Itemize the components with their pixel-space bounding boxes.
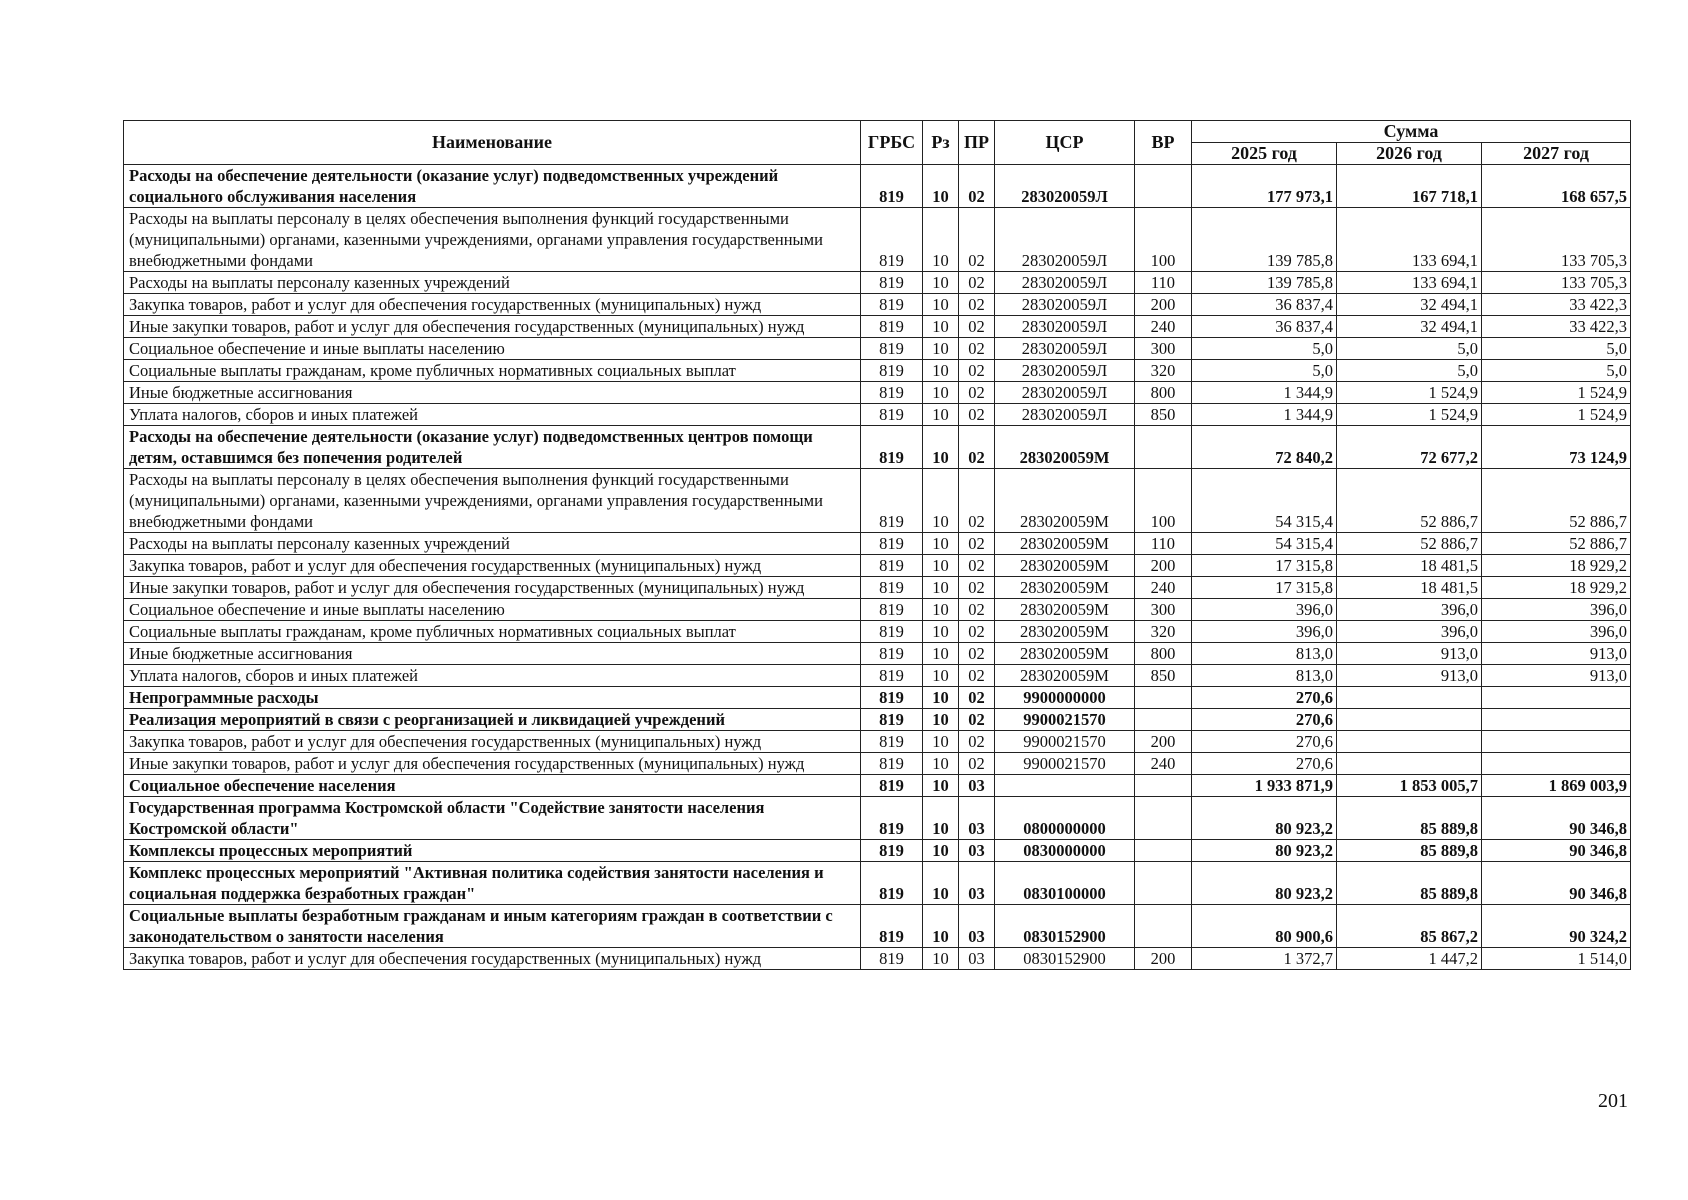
- cell-2026: 1 524,9: [1337, 382, 1482, 404]
- cell-rz: 10: [923, 621, 959, 643]
- cell-name: Иные закупки товаров, работ и услуг для обеспечения государственных (муниципальных) нужд: [124, 753, 861, 775]
- cell-2025: 54 315,4: [1192, 469, 1337, 533]
- cell-grbs: 819: [861, 469, 923, 533]
- cell-2025: 36 837,4: [1192, 294, 1337, 316]
- cell-pr: 02: [959, 294, 995, 316]
- cell-2025: 270,6: [1192, 709, 1337, 731]
- cell-pr: 03: [959, 948, 995, 970]
- cell-rz: 10: [923, 665, 959, 687]
- cell-2025: 5,0: [1192, 338, 1337, 360]
- cell-csr: 0830000000: [995, 840, 1135, 862]
- cell-2026: 133 694,1: [1337, 208, 1482, 272]
- cell-vr: 300: [1135, 599, 1192, 621]
- cell-vr: [1135, 840, 1192, 862]
- cell-csr: 283020059М: [995, 599, 1135, 621]
- cell-2025: 80 923,2: [1192, 840, 1337, 862]
- cell-csr: 283020059Л: [995, 382, 1135, 404]
- table-row: [124, 643, 1631, 665]
- cell-vr: 200: [1135, 555, 1192, 577]
- cell-csr: 9900021570: [995, 731, 1135, 753]
- header-vr: ВР: [1135, 121, 1192, 165]
- cell-2026: 167 718,1: [1337, 165, 1482, 208]
- cell-2026: 5,0: [1337, 338, 1482, 360]
- table-row: [124, 469, 1631, 533]
- header-2026: 2026 год: [1337, 143, 1482, 165]
- header-sum: Сумма: [1192, 121, 1631, 143]
- cell-2025: 80 900,6: [1192, 905, 1337, 948]
- cell-2026: 72 677,2: [1337, 426, 1482, 469]
- cell-2026: 1 853 005,7: [1337, 775, 1482, 797]
- cell-grbs: 819: [861, 862, 923, 905]
- cell-name: Уплата налогов, сборов и иных платежей: [124, 665, 861, 687]
- cell-2027: [1482, 687, 1631, 709]
- cell-2026: 85 889,8: [1337, 862, 1482, 905]
- table-row: [124, 272, 1631, 294]
- cell-2025: 270,6: [1192, 731, 1337, 753]
- cell-name: Непрограммные расходы: [124, 687, 861, 709]
- cell-2027: 52 886,7: [1482, 469, 1631, 533]
- cell-grbs: 819: [861, 208, 923, 272]
- cell-2027: 1 524,9: [1482, 382, 1631, 404]
- cell-pr: 02: [959, 382, 995, 404]
- table-row: [124, 687, 1631, 709]
- table-row: [124, 426, 1631, 469]
- cell-rz: 10: [923, 360, 959, 382]
- cell-2025: 396,0: [1192, 599, 1337, 621]
- cell-2025: 1 344,9: [1192, 404, 1337, 426]
- cell-csr: 283020059Л: [995, 165, 1135, 208]
- cell-csr: 283020059М: [995, 665, 1135, 687]
- table-row: [124, 862, 1631, 905]
- cell-vr: 240: [1135, 753, 1192, 775]
- cell-rz: 10: [923, 643, 959, 665]
- cell-name: Расходы на выплаты персоналу казенных учреждений: [124, 533, 861, 555]
- table-row: [124, 905, 1631, 948]
- cell-csr: 283020059Л: [995, 272, 1135, 294]
- cell-2026: 396,0: [1337, 599, 1482, 621]
- table-row: [124, 709, 1631, 731]
- table-row: [124, 775, 1631, 797]
- cell-grbs: 819: [861, 533, 923, 555]
- cell-csr: 283020059М: [995, 577, 1135, 599]
- cell-2026: 396,0: [1337, 621, 1482, 643]
- cell-2027: 1 514,0: [1482, 948, 1631, 970]
- cell-2027: 18 929,2: [1482, 555, 1631, 577]
- cell-vr: 240: [1135, 316, 1192, 338]
- cell-2026: 1 524,9: [1337, 404, 1482, 426]
- cell-grbs: 819: [861, 360, 923, 382]
- cell-pr: 02: [959, 731, 995, 753]
- cell-2026: 85 867,2: [1337, 905, 1482, 948]
- cell-csr: 283020059Л: [995, 404, 1135, 426]
- cell-grbs: 819: [861, 382, 923, 404]
- cell-vr: [1135, 687, 1192, 709]
- cell-rz: 10: [923, 294, 959, 316]
- cell-name: Социальное обеспечение и иные выплаты населению: [124, 338, 861, 360]
- cell-grbs: 819: [861, 404, 923, 426]
- cell-2025: 139 785,8: [1192, 208, 1337, 272]
- cell-rz: 10: [923, 208, 959, 272]
- cell-2027: 90 346,8: [1482, 797, 1631, 840]
- cell-csr: 0830152900: [995, 905, 1135, 948]
- table-row: [124, 360, 1631, 382]
- cell-2026: 52 886,7: [1337, 469, 1482, 533]
- cell-2027: 18 929,2: [1482, 577, 1631, 599]
- cell-csr: 9900021570: [995, 709, 1135, 731]
- cell-name: Расходы на выплаты персоналу казенных учреждений: [124, 272, 861, 294]
- cell-vr: 240: [1135, 577, 1192, 599]
- cell-name: Социальные выплаты безработным гражданам и иным категориям граждан в соответствии с законодательством о занятости населения: [124, 905, 861, 948]
- cell-pr: 03: [959, 775, 995, 797]
- cell-pr: 02: [959, 621, 995, 643]
- cell-pr: 02: [959, 665, 995, 687]
- cell-csr: 283020059М: [995, 555, 1135, 577]
- cell-name: Закупка товаров, работ и услуг для обеспечения государственных (муниципальных) нужд: [124, 948, 861, 970]
- table-row: [124, 165, 1631, 208]
- header-2025: 2025 год: [1192, 143, 1337, 165]
- cell-grbs: 819: [861, 272, 923, 294]
- table-row: [124, 294, 1631, 316]
- cell-grbs: 819: [861, 753, 923, 775]
- cell-grbs: 819: [861, 555, 923, 577]
- table-body: [124, 165, 1631, 970]
- cell-rz: 10: [923, 599, 959, 621]
- cell-2027: 52 886,7: [1482, 533, 1631, 555]
- cell-rz: 10: [923, 555, 959, 577]
- cell-grbs: 819: [861, 731, 923, 753]
- cell-grbs: 819: [861, 709, 923, 731]
- cell-2027: 5,0: [1482, 360, 1631, 382]
- cell-rz: 10: [923, 577, 959, 599]
- cell-pr: 02: [959, 709, 995, 731]
- page-number: 201: [1598, 1090, 1628, 1112]
- cell-2027: 133 705,3: [1482, 272, 1631, 294]
- cell-2027: 5,0: [1482, 338, 1631, 360]
- cell-rz: 10: [923, 905, 959, 948]
- cell-pr: 02: [959, 599, 995, 621]
- cell-rz: 10: [923, 753, 959, 775]
- cell-2027: 73 124,9: [1482, 426, 1631, 469]
- cell-2025: 80 923,2: [1192, 862, 1337, 905]
- cell-vr: 800: [1135, 382, 1192, 404]
- cell-name: Уплата налогов, сборов и иных платежей: [124, 404, 861, 426]
- cell-2027: 90 346,8: [1482, 840, 1631, 862]
- cell-grbs: 819: [861, 948, 923, 970]
- cell-vr: 110: [1135, 272, 1192, 294]
- cell-csr: 9900021570: [995, 753, 1135, 775]
- cell-pr: 02: [959, 577, 995, 599]
- cell-grbs: 819: [861, 316, 923, 338]
- cell-2025: 813,0: [1192, 643, 1337, 665]
- cell-rz: 10: [923, 316, 959, 338]
- cell-2026: 913,0: [1337, 665, 1482, 687]
- table-row: [124, 338, 1631, 360]
- cell-grbs: 819: [861, 426, 923, 469]
- cell-vr: 110: [1135, 533, 1192, 555]
- cell-name: Иные бюджетные ассигнования: [124, 382, 861, 404]
- cell-2026: 18 481,5: [1337, 555, 1482, 577]
- budget-table: [123, 120, 1631, 970]
- cell-pr: 02: [959, 469, 995, 533]
- cell-csr: 283020059Л: [995, 338, 1135, 360]
- header-csr: ЦСР: [995, 121, 1135, 165]
- cell-2025: 139 785,8: [1192, 272, 1337, 294]
- table-row: [124, 599, 1631, 621]
- cell-pr: 02: [959, 426, 995, 469]
- cell-2026: [1337, 709, 1482, 731]
- cell-csr: 0800000000: [995, 797, 1135, 840]
- cell-csr: 283020059Л: [995, 316, 1135, 338]
- cell-vr: [1135, 905, 1192, 948]
- cell-pr: 03: [959, 797, 995, 840]
- cell-vr: 850: [1135, 404, 1192, 426]
- header-rz: Рз: [923, 121, 959, 165]
- cell-2025: 813,0: [1192, 665, 1337, 687]
- table-row: [124, 665, 1631, 687]
- cell-grbs: 819: [861, 665, 923, 687]
- cell-2025: 396,0: [1192, 621, 1337, 643]
- cell-rz: 10: [923, 426, 959, 469]
- cell-2025: 54 315,4: [1192, 533, 1337, 555]
- cell-csr: 283020059Л: [995, 294, 1135, 316]
- cell-grbs: 819: [861, 840, 923, 862]
- cell-name: Закупка товаров, работ и услуг для обеспечения государственных (муниципальных) нужд: [124, 731, 861, 753]
- table-row: [124, 731, 1631, 753]
- table-row: [124, 208, 1631, 272]
- cell-vr: 200: [1135, 948, 1192, 970]
- cell-vr: [1135, 775, 1192, 797]
- table-row: [124, 621, 1631, 643]
- cell-name: Иные бюджетные ассигнования: [124, 643, 861, 665]
- cell-name: Социальные выплаты гражданам, кроме публичных нормативных социальных выплат: [124, 360, 861, 382]
- cell-name: Расходы на обеспечение деятельности (оказание услуг) подведомственных учреждений социального обслуживания населения: [124, 165, 861, 208]
- cell-rz: 10: [923, 797, 959, 840]
- cell-csr: 283020059М: [995, 621, 1135, 643]
- table-row: [124, 533, 1631, 555]
- cell-csr: [995, 775, 1135, 797]
- cell-name: Расходы на выплаты персоналу в целях обеспечения выполнения функций государственными (муниципальными) органами, казенными учреждениями, органами управления государственными внебюджетными фондами: [124, 208, 861, 272]
- cell-2027: 1 524,9: [1482, 404, 1631, 426]
- table-row: [124, 797, 1631, 840]
- cell-2025: 1 372,7: [1192, 948, 1337, 970]
- cell-grbs: 819: [861, 775, 923, 797]
- cell-pr: 03: [959, 905, 995, 948]
- cell-csr: 283020059М: [995, 643, 1135, 665]
- cell-rz: 10: [923, 382, 959, 404]
- cell-pr: 02: [959, 643, 995, 665]
- cell-2025: 17 315,8: [1192, 577, 1337, 599]
- cell-2025: 270,6: [1192, 753, 1337, 775]
- cell-pr: 02: [959, 338, 995, 360]
- cell-name: Иные закупки товаров, работ и услуг для обеспечения государственных (муниципальных) нужд: [124, 316, 861, 338]
- cell-vr: [1135, 709, 1192, 731]
- cell-rz: 10: [923, 687, 959, 709]
- cell-name: Расходы на выплаты персоналу в целях обеспечения выполнения функций государственными (муниципальными) органами, казенными учреждениями, органами управления государственными внебюджетными фондами: [124, 469, 861, 533]
- cell-name: Закупка товаров, работ и услуг для обеспечения государственных (муниципальных) нужд: [124, 555, 861, 577]
- cell-name: Расходы на обеспечение деятельности (оказание услуг) подведомственных центров помощи детям, оставшимся без попечения родителей: [124, 426, 861, 469]
- cell-2027: 90 324,2: [1482, 905, 1631, 948]
- cell-pr: 02: [959, 404, 995, 426]
- cell-2027: 33 422,3: [1482, 294, 1631, 316]
- cell-vr: [1135, 797, 1192, 840]
- cell-2027: 133 705,3: [1482, 208, 1631, 272]
- cell-rz: 10: [923, 709, 959, 731]
- cell-name: Комплексы процессных мероприятий: [124, 840, 861, 862]
- header-pr: ПР: [959, 121, 995, 165]
- cell-rz: 10: [923, 272, 959, 294]
- cell-2026: 133 694,1: [1337, 272, 1482, 294]
- cell-2025: 177 973,1: [1192, 165, 1337, 208]
- cell-vr: 200: [1135, 731, 1192, 753]
- table-row: [124, 316, 1631, 338]
- cell-2026: 32 494,1: [1337, 316, 1482, 338]
- cell-csr: 283020059М: [995, 469, 1135, 533]
- cell-2027: 396,0: [1482, 621, 1631, 643]
- cell-2027: [1482, 753, 1631, 775]
- header-name: Наименование: [124, 121, 861, 165]
- cell-2025: 5,0: [1192, 360, 1337, 382]
- cell-csr: 0830152900: [995, 948, 1135, 970]
- cell-vr: 320: [1135, 360, 1192, 382]
- table-row: [124, 404, 1631, 426]
- header-grbs: ГРБС: [861, 121, 923, 165]
- cell-2026: [1337, 687, 1482, 709]
- cell-2025: 17 315,8: [1192, 555, 1337, 577]
- cell-grbs: 819: [861, 797, 923, 840]
- cell-vr: [1135, 165, 1192, 208]
- cell-grbs: 819: [861, 621, 923, 643]
- header-2027: 2027 год: [1482, 143, 1631, 165]
- cell-rz: 10: [923, 731, 959, 753]
- cell-name: Государственная программа Костромской области "Содействие занятости населения Костромской области": [124, 797, 861, 840]
- cell-vr: 200: [1135, 294, 1192, 316]
- cell-2026: 52 886,7: [1337, 533, 1482, 555]
- cell-rz: 10: [923, 338, 959, 360]
- cell-csr: 283020059Л: [995, 208, 1135, 272]
- cell-2026: 18 481,5: [1337, 577, 1482, 599]
- table-row: [124, 948, 1631, 970]
- cell-rz: 10: [923, 469, 959, 533]
- cell-2026: 32 494,1: [1337, 294, 1482, 316]
- cell-pr: 02: [959, 272, 995, 294]
- cell-pr: 02: [959, 316, 995, 338]
- cell-grbs: 819: [861, 165, 923, 208]
- cell-vr: 800: [1135, 643, 1192, 665]
- cell-grbs: 819: [861, 905, 923, 948]
- cell-name: Иные закупки товаров, работ и услуг для обеспечения государственных (муниципальных) нужд: [124, 577, 861, 599]
- cell-2027: 90 346,8: [1482, 862, 1631, 905]
- cell-2025: 36 837,4: [1192, 316, 1337, 338]
- cell-2025: 1 933 871,9: [1192, 775, 1337, 797]
- table-row: [124, 577, 1631, 599]
- cell-pr: 02: [959, 555, 995, 577]
- cell-2025: 1 344,9: [1192, 382, 1337, 404]
- cell-2026: [1337, 753, 1482, 775]
- cell-csr: 9900000000: [995, 687, 1135, 709]
- cell-pr: 02: [959, 360, 995, 382]
- cell-pr: 02: [959, 165, 995, 208]
- cell-rz: 10: [923, 775, 959, 797]
- cell-grbs: 819: [861, 599, 923, 621]
- cell-pr: 03: [959, 840, 995, 862]
- cell-2026: 85 889,8: [1337, 797, 1482, 840]
- cell-csr: 283020059М: [995, 533, 1135, 555]
- cell-2027: 913,0: [1482, 643, 1631, 665]
- cell-grbs: 819: [861, 643, 923, 665]
- cell-rz: 10: [923, 404, 959, 426]
- cell-pr: 03: [959, 862, 995, 905]
- cell-2026: 913,0: [1337, 643, 1482, 665]
- cell-grbs: 819: [861, 577, 923, 599]
- cell-2026: 1 447,2: [1337, 948, 1482, 970]
- cell-rz: 10: [923, 948, 959, 970]
- cell-2027: [1482, 731, 1631, 753]
- cell-2026: 85 889,8: [1337, 840, 1482, 862]
- cell-grbs: 819: [861, 294, 923, 316]
- cell-rz: 10: [923, 840, 959, 862]
- cell-2025: 72 840,2: [1192, 426, 1337, 469]
- cell-vr: 320: [1135, 621, 1192, 643]
- cell-name: Закупка товаров, работ и услуг для обеспечения государственных (муниципальных) нужд: [124, 294, 861, 316]
- cell-vr: 300: [1135, 338, 1192, 360]
- cell-2027: 33 422,3: [1482, 316, 1631, 338]
- cell-2025: 80 923,2: [1192, 797, 1337, 840]
- cell-rz: 10: [923, 862, 959, 905]
- cell-vr: [1135, 862, 1192, 905]
- cell-vr: [1135, 426, 1192, 469]
- cell-2027: 913,0: [1482, 665, 1631, 687]
- cell-name: Социальное обеспечение населения: [124, 775, 861, 797]
- cell-pr: 02: [959, 208, 995, 272]
- cell-name: Социальное обеспечение и иные выплаты населению: [124, 599, 861, 621]
- cell-rz: 10: [923, 165, 959, 208]
- cell-name: Социальные выплаты гражданам, кроме публичных нормативных социальных выплат: [124, 621, 861, 643]
- cell-2026: 5,0: [1337, 360, 1482, 382]
- cell-2027: 1 869 003,9: [1482, 775, 1631, 797]
- table-row: [124, 753, 1631, 775]
- cell-csr: 283020059Л: [995, 360, 1135, 382]
- cell-rz: 10: [923, 533, 959, 555]
- cell-grbs: 819: [861, 338, 923, 360]
- cell-vr: 100: [1135, 469, 1192, 533]
- cell-vr: 100: [1135, 208, 1192, 272]
- table-row: [124, 382, 1631, 404]
- cell-2027: 168 657,5: [1482, 165, 1631, 208]
- cell-pr: 02: [959, 533, 995, 555]
- cell-2025: 270,6: [1192, 687, 1337, 709]
- table-row: [124, 840, 1631, 862]
- cell-csr: 283020059М: [995, 426, 1135, 469]
- cell-pr: 02: [959, 753, 995, 775]
- table-row: [124, 555, 1631, 577]
- cell-csr: 0830100000: [995, 862, 1135, 905]
- cell-vr: 850: [1135, 665, 1192, 687]
- cell-2026: [1337, 731, 1482, 753]
- cell-name: Реализация мероприятий в связи с реорганизацией и ликвидацией учреждений: [124, 709, 861, 731]
- cell-2027: [1482, 709, 1631, 731]
- cell-name: Комплекс процессных мероприятий "Активная политика содействия занятости населения и социальная поддержка безработных граждан": [124, 862, 861, 905]
- cell-grbs: 819: [861, 687, 923, 709]
- cell-pr: 02: [959, 687, 995, 709]
- cell-2027: 396,0: [1482, 599, 1631, 621]
